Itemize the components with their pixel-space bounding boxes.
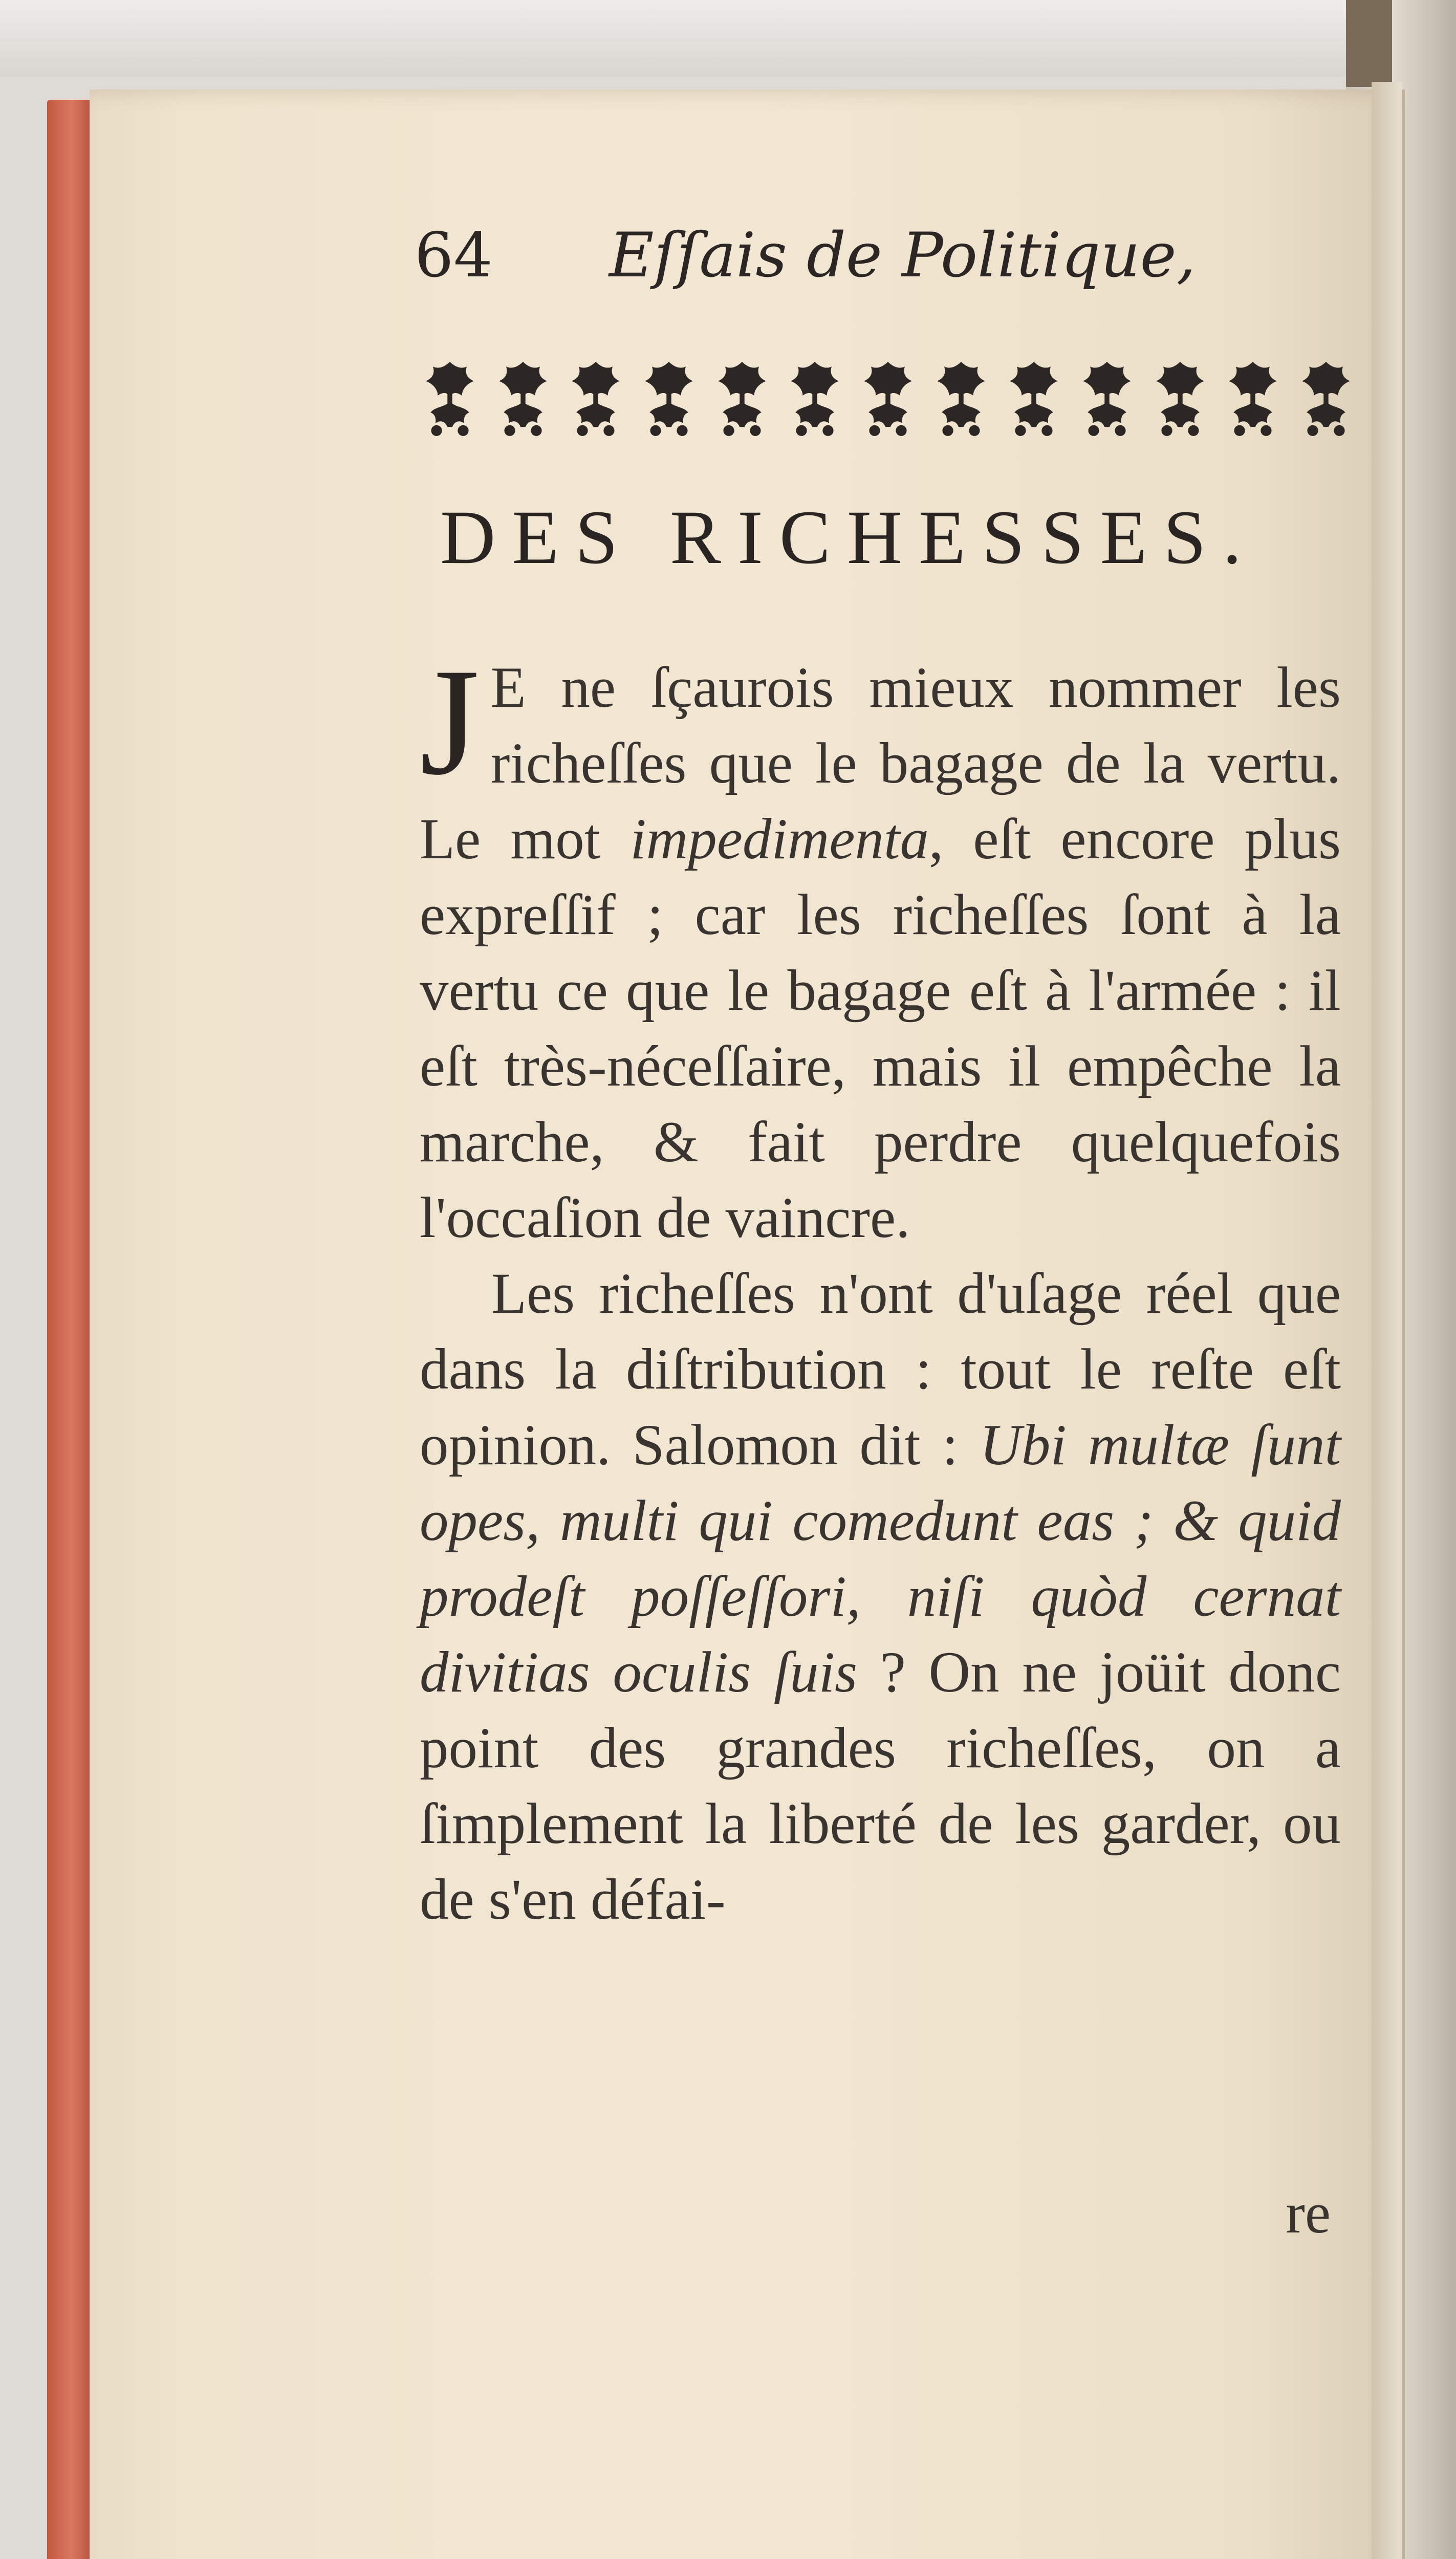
ornament-band bbox=[420, 348, 1356, 450]
fleuron-icon bbox=[1150, 356, 1210, 443]
fleuron-icon bbox=[566, 356, 626, 443]
paragraph-2-text: Les richeſſes n'ont d'uſage réel que dans la diſtribution : tout le reſte eſt opinion. Salomon dit : bbox=[420, 1262, 1341, 1477]
page-number: 64 bbox=[415, 220, 493, 291]
paragraph-2-text-continued: ? On ne joüit donc point des grandes richeſſes, on a ſimplement la liberté de les garder, ou de s'en défai- bbox=[420, 1640, 1341, 1932]
paragraph-1-text-continued: , eſt encore plus expreſſif ; car les richeſſes ſont à la vertu ce que le bagage eſt à l'armée : il eſt très-néceſſaire, mais il empêche la marche, & fait perdre quelquefois l'occaſion de vaincre. bbox=[420, 807, 1341, 1250]
running-title: Eſſais de Politique, bbox=[609, 220, 1196, 291]
paragraph-1-text: E ne ſçaurois mieux nommer les richeſſes que le bagage de la vertu. Le mot bbox=[420, 656, 1341, 871]
fleuron-icon bbox=[639, 356, 699, 443]
catchword: re bbox=[1286, 2181, 1331, 2245]
running-header bbox=[415, 205, 1336, 307]
fleuron-icon bbox=[712, 356, 772, 443]
fleuron-icon bbox=[420, 356, 480, 443]
fleuron-icon bbox=[493, 356, 553, 443]
book-board-top-corner bbox=[1346, 0, 1392, 87]
drop-cap: J bbox=[420, 637, 480, 807]
fleuron-icon bbox=[1296, 356, 1356, 443]
fleuron-icon bbox=[785, 356, 845, 443]
red-page-edges bbox=[47, 100, 96, 2559]
fleuron-icon bbox=[1077, 356, 1137, 443]
section-title: DES RICHESSES. bbox=[440, 495, 1258, 580]
fleuron-icon bbox=[1223, 356, 1283, 443]
fleuron-icon bbox=[931, 356, 991, 443]
fleuron-icon bbox=[858, 356, 918, 443]
fleuron-icon bbox=[1004, 356, 1064, 443]
body-text bbox=[420, 637, 1341, 2237]
background-top bbox=[0, 0, 1456, 77]
page-gutter bbox=[1372, 82, 1402, 2559]
paragraph-2 bbox=[420, 1256, 1341, 1938]
paragraph-1-latin: impedimenta bbox=[630, 807, 929, 871]
paragraph-1 bbox=[420, 637, 1341, 1256]
paragraph-2-latin-quote: Ubi multæ ſunt opes, multi qui comedunt eas ; & quid prodeſt poſſeſſori, niſi quòd cernat divitias oculis ſuis bbox=[420, 1413, 1341, 1704]
